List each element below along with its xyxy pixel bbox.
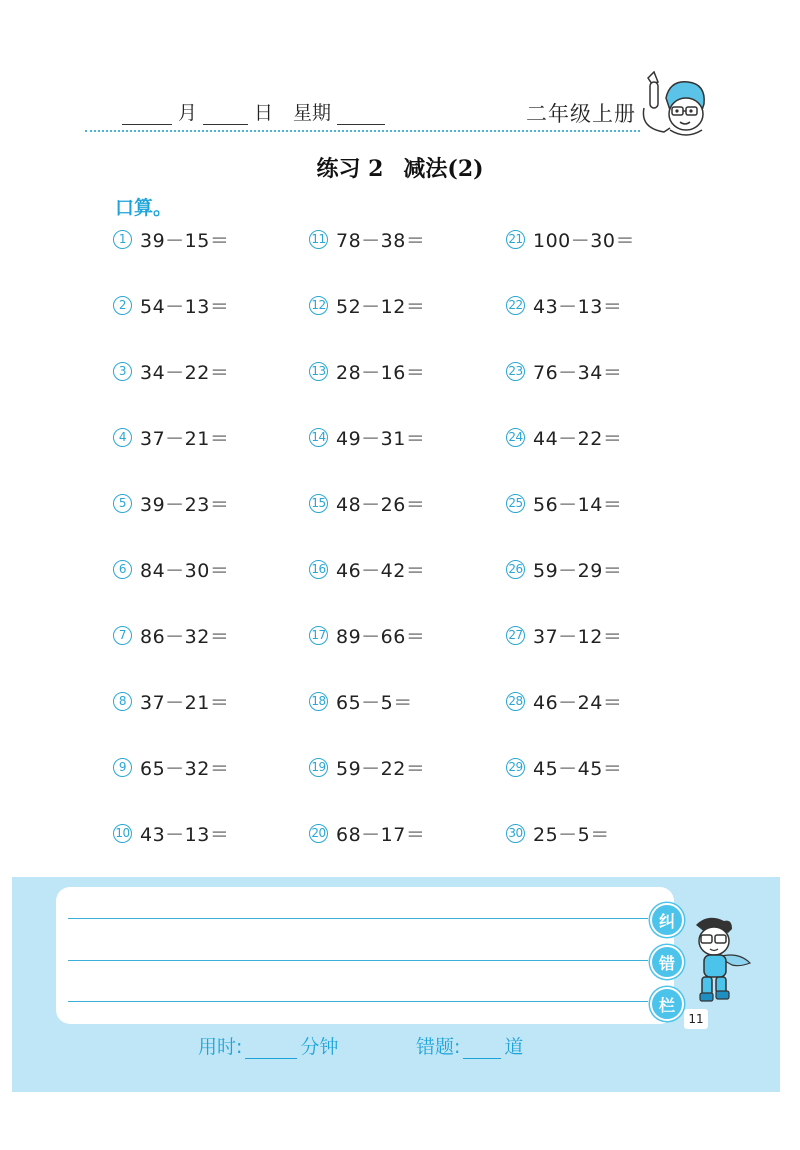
correction-char-badge: 栏: [650, 987, 684, 1021]
month-blank[interactable]: [122, 104, 172, 125]
writing-line: [68, 960, 648, 961]
problem-number-badge: 19: [309, 758, 328, 777]
problem-expression: 65－32＝: [140, 757, 230, 780]
problem-number-badge: 11: [309, 230, 328, 249]
problem-number-badge: 18: [309, 692, 328, 711]
problem-number-badge: 23: [506, 362, 525, 381]
time-label: 用时:: [198, 1036, 243, 1058]
correction-writing-area[interactable]: [56, 887, 674, 1024]
correction-char-badge: 错: [650, 945, 684, 979]
problem-number-badge: 14: [309, 428, 328, 447]
problem-expression: 37－21＝: [140, 691, 230, 714]
day-label: 日: [254, 102, 274, 124]
problem-expression: 34－22＝: [140, 361, 230, 384]
boy-mascot-icon: [630, 70, 710, 140]
problem-item: [309, 489, 425, 517]
problem-expression: 43－13＝: [140, 823, 230, 846]
problem-expression: 68－17＝: [336, 823, 426, 846]
problem-expression: 89－66＝: [336, 625, 426, 648]
problem-item: [506, 225, 635, 253]
header-divider: [85, 130, 640, 132]
problem-number-badge: 15: [309, 494, 328, 513]
problem-item: [506, 555, 622, 583]
errors-label: 错题:: [416, 1036, 461, 1058]
problem-item: [113, 753, 229, 781]
writing-line: [68, 918, 648, 919]
time-blank[interactable]: [245, 1038, 297, 1059]
problem-expression: 59－22＝: [336, 757, 426, 780]
problem-number-badge: 4: [113, 428, 132, 447]
correction-char-badge: 纠: [650, 903, 684, 937]
problem-item: [309, 423, 425, 451]
month-label: 月: [178, 102, 198, 124]
problem-item: [506, 357, 622, 385]
problem-number-badge: 12: [309, 296, 328, 315]
problem-expression: 46－42＝: [336, 559, 426, 582]
weekday-label: 星期: [293, 102, 332, 124]
problem-number-badge: 1: [113, 230, 132, 249]
problem-number-badge: 30: [506, 824, 525, 843]
problem-expression: 46－24＝: [533, 691, 623, 714]
problem-expression: 59－29＝: [533, 559, 623, 582]
problem-expression: 39－15＝: [140, 229, 230, 252]
weekday-blank[interactable]: [337, 104, 385, 125]
problem-item: [309, 291, 425, 319]
writing-line: [68, 1001, 648, 1002]
problem-expression: 25－5＝: [533, 823, 610, 846]
page-title: [0, 152, 800, 183]
problem-expression: 37－21＝: [140, 427, 230, 450]
problem-item: [309, 819, 425, 847]
problem-number-badge: 13: [309, 362, 328, 381]
problem-item: [113, 687, 229, 715]
superhero-boy-mascot-icon: [688, 915, 752, 1005]
problem-item: [506, 753, 622, 781]
problem-item: [506, 489, 622, 517]
problem-expression: 84－30＝: [140, 559, 230, 582]
problem-item: [309, 753, 425, 781]
problem-number-badge: 16: [309, 560, 328, 579]
problem-expression: 44－22＝: [533, 427, 623, 450]
time-used: [198, 1032, 338, 1059]
problem-number-badge: 21: [506, 230, 525, 249]
problem-number-badge: 29: [506, 758, 525, 777]
problem-expression: 49－31＝: [336, 427, 426, 450]
problem-number-badge: 24: [506, 428, 525, 447]
problem-number-badge: 26: [506, 560, 525, 579]
problem-number-badge: 8: [113, 692, 132, 711]
problem-item: [506, 423, 622, 451]
problem-item: [113, 819, 229, 847]
book-label: 二年级上册: [526, 102, 636, 126]
lesson-number: 练习 2: [316, 156, 384, 182]
problem-item: [506, 621, 622, 649]
problem-number-badge: 22: [506, 296, 525, 315]
problem-number-badge: 9: [113, 758, 132, 777]
problem-item: [309, 687, 413, 715]
problem-number-badge: 7: [113, 626, 132, 645]
problem-expression: 76－34＝: [533, 361, 623, 384]
problem-expression: 56－14＝: [533, 493, 623, 516]
problem-item: [113, 225, 229, 253]
problem-expression: 39－23＝: [140, 493, 230, 516]
lesson-topic: 减法(2): [403, 156, 484, 182]
problem-expression: 48－26＝: [336, 493, 426, 516]
problem-expression: 28－16＝: [336, 361, 426, 384]
problem-item: [113, 291, 229, 319]
problem-expression: 43－13＝: [533, 295, 623, 318]
problem-expression: 45－45＝: [533, 757, 623, 780]
problem-expression: 100－30＝: [533, 229, 635, 252]
problem-item: [506, 819, 610, 847]
problem-item: [113, 555, 229, 583]
problem-item: [506, 291, 622, 319]
page-number: 11: [684, 1009, 708, 1029]
problem-item: [113, 423, 229, 451]
date-line: [120, 98, 387, 125]
section-label: 口算。: [115, 197, 173, 219]
problem-item: [309, 357, 425, 385]
problem-number-badge: 17: [309, 626, 328, 645]
problem-item: [309, 555, 425, 583]
problem-expression: 37－12＝: [533, 625, 623, 648]
problem-item: [113, 621, 229, 649]
problem-number-badge: 27: [506, 626, 525, 645]
problem-number-badge: 28: [506, 692, 525, 711]
problem-number-badge: 3: [113, 362, 132, 381]
problem-expression: 54－13＝: [140, 295, 230, 318]
problem-item: [113, 489, 229, 517]
problem-expression: 52－12＝: [336, 295, 426, 318]
day-blank[interactable]: [203, 104, 248, 125]
problem-number-badge: 10: [113, 824, 132, 843]
errors-blank[interactable]: [463, 1038, 501, 1059]
error-count: [416, 1032, 523, 1059]
problem-number-badge: 6: [113, 560, 132, 579]
problem-number-badge: 25: [506, 494, 525, 513]
problem-item: [309, 621, 425, 649]
errors-unit: 道: [504, 1036, 524, 1058]
problem-number-badge: 5: [113, 494, 132, 513]
problem-expression: 86－32＝: [140, 625, 230, 648]
problem-expression: 78－38＝: [336, 229, 426, 252]
problem-number-badge: 20: [309, 824, 328, 843]
problem-item: [309, 225, 425, 253]
problem-expression: 65－5＝: [336, 691, 413, 714]
problem-item: [506, 687, 622, 715]
problem-number-badge: 2: [113, 296, 132, 315]
time-unit: 分钟: [300, 1036, 339, 1058]
problem-item: [113, 357, 229, 385]
